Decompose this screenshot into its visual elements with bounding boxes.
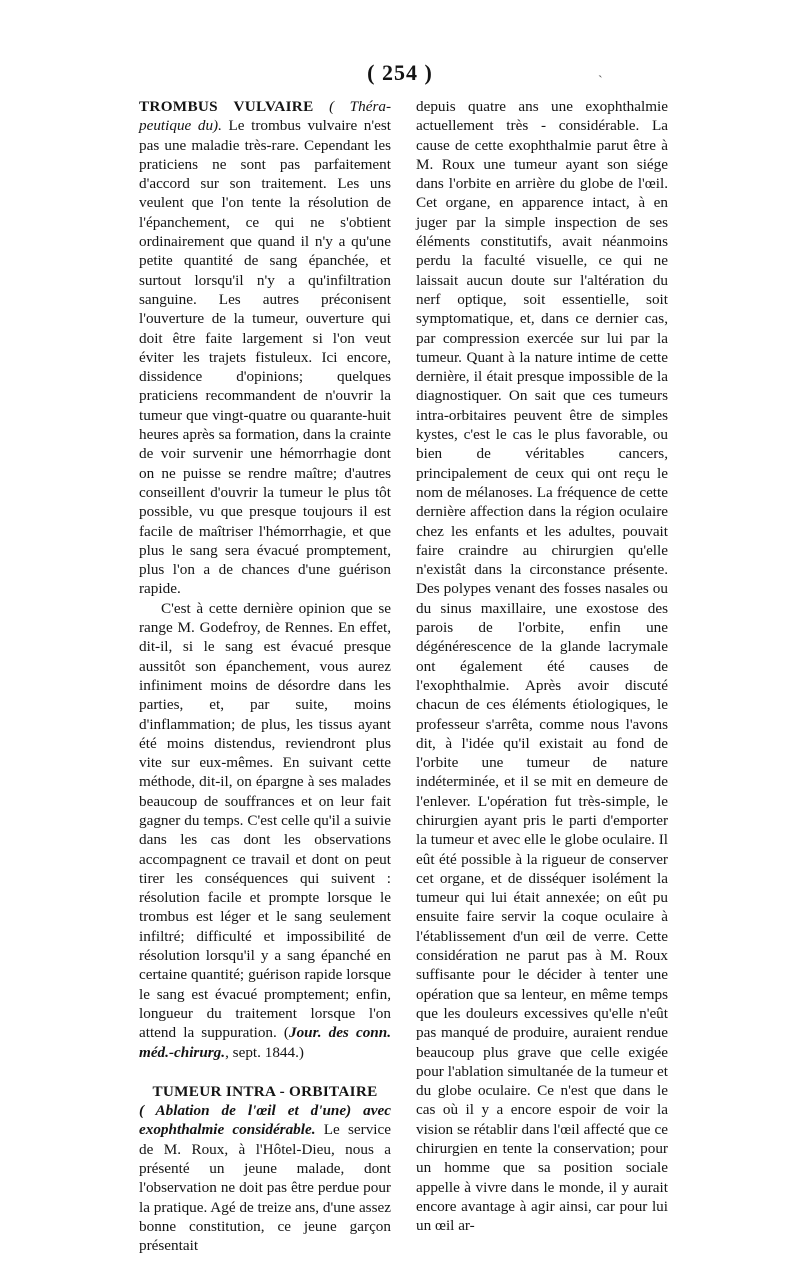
right-column-paragraph: depuis quatre ans une exophthalmie actuellement très - considérable. La cause de cette exophthalmie parut être à M. Roux une tumeur ayant son siége dans l'orbite en arrière du globe de l'œil. Cet organe, en apparence intact, à en juger par la simple inspection de ses éléments constitutifs, avait néanmoins perdu la faculté visuelle, ce qui ne laissait aucun doute sur l'altération du nerf optique, soit essentielle, soit symptomatique, et, dans ce dernier cas, par compression exercée sur lui par la tumeur. Quant à la nature intime de cette dernière, il était presque impossible de la diagnostiquer. On sait que ces tumeurs intra-orbitaires peuvent être de simples kystes, c'est le cas le plus favorable, ou bien de véritables cancers, principalement de ceux qui ont reçu le nom de mélanoses. La fréquence de cette dernière affection dans la région oculaire chez les enfants et les adultes, pouvait faire craindre au chirurgien qu'elle n'existât dans la circonstance présente. Des polypes venant des fosses nasales ou du sinus maxillaire, une exostose des parois de l'orbite, enfin une dégénérescence de la glande lacrymale ont également été causes de l'exophthalmie. Après avoir discuté chacun de ces éléments étiologiques, le professeur s'arrêta, comme nous l'avons dit, à l'idée qu'il existait au fond de l'orbite une tumeur de nature indéterminée, et il se mit en demeure de l'enlever. L'opération fut très-simple, le chirurgien ayant pris le parti d'emporter la tumeur et avec elle le globe oculaire. Il eût été possible à la rigueur de conserver cet organe, et de disséquer isolément la tumeur qui lui était annexée; on eût pu ensuite faire servir la coque oculaire à l'établissement d'un œil de verre. Cette considération ne parut pas à M. Roux suffisante pour le décider à tenter une opération que sa lenteur, en même temps que les douleurs excessives qu'elle n'eût pas manqué de produire, auraient rendue beaucoup plus grave que celle exigée pour l'ablation simultanée de la tumeur et du globe oculaire. Ce n'est que dans le cas où il y a encore espoir de voir la vision se rétablir dans l'œil affecté que ce chirurgien en tente la conservation; pour un homme que sa position sociale appelle à vivre dans le monde, il y aurait encore avantage à agir ainsi, car pour lui un œil ar- bbox=[416, 98, 668, 1235]
article-heading-trombus: TROMBUS VULVAIRE bbox=[139, 98, 314, 115]
article-heading-tumeur-line bbox=[139, 1082, 391, 1101]
citation-journal: Jour. des conn. méd.-chirurg. bbox=[139, 1024, 391, 1061]
citation-date: , sept. 1844.) bbox=[225, 1043, 304, 1061]
article-tumeur-paragraph-1 bbox=[139, 1101, 391, 1255]
article-body: Le trombus vulvaire n'est pas une maladie très-rare. Cependant les praticiens ne sont pas parfaitement d'accord sur son traitement. Les uns veulent que l'on tente la résolution de l'épanchement, ce qui ne s'obtient ordinairement que quand il n'y a qu'une petite quantité de sang épanchée, et surtout lorsqu'il n'y a qu'infiltration sanguine. Les autres préconisent l'ouverture de la tumeur, ouverture qui doit être faite largement si l'on veut éviter les trajets fistuleux. Ici encore, dissidence d'opinions; quelques praticiens recommandent de n'ouvrir la tumeur que vingt-quatre ou quarante-huit heures après sa formation, dans la crainte de voir survenir une hémorrhagie dont on ne puisse se rendre maître; d'autres conseillent d'ouvrir la tumeur le plus tôt possible, vu que presque toujours il est facile de maîtriser l'hémorrhagie, et que plus le sang sera évacué promptement, plus l'on a de chances d'une guérison rapide. bbox=[139, 117, 391, 598]
page-mark: ` bbox=[598, 74, 603, 89]
article-heading-tumeur: TUMEUR INTRA - ORBITAIRE bbox=[152, 1082, 378, 1100]
article-trombus-paragraph-2 bbox=[139, 599, 391, 1062]
article-body: C'est à cette dernière opinion que se range M. Godefroy, de Rennes. En effet, dit-il, si le sang est évacué presque aussitôt son épanchement, vous aurez infiniment moins de désordre dans les parties, et, par suite, moins d'inflammation; de plus, les tissus ayant été moins distendus, reviendront plus vite sur eux-mêmes. En suivant cette méthode, dit-il, on épargne à ses malades beaucoup de souffrances et on leur fait gagner du temps. C'est celle qu'il a suivie dans les cas dont les observations accompagnent ce travail et dont on peut tirer les conséquences qui suivent : résolution facile et prompte lorsque le trombus est léger et le sang seulement infiltré; difficulté et impossibilité de résolution lorsqu'il y a sang épanché en certaine quantité; guérison rapide lorsque le sang est évacué promptement; enfin, longueur du traitement lorsque l'on attend la suppuration. ( bbox=[139, 599, 391, 1042]
article-body: Le service de M. Roux, à l'Hôtel-Dieu, nous a présenté un jeune malade, dont l'observation ne doit pas être perdue pour la pratique. Agé de treize ans, d'une assez bonne constitution, ce jeune garçon présentait bbox=[139, 1121, 391, 1255]
page-number: ( 254 ) bbox=[367, 60, 433, 85]
right-column bbox=[416, 97, 668, 1236]
article-heading-paren: ( Théra-peutique du). bbox=[139, 98, 391, 135]
article-subheading: ( Ablation de l'œil et d'une) avec exophthalmie considérable. bbox=[139, 1102, 391, 1139]
article-trombus-paragraph-1 bbox=[139, 97, 391, 599]
left-column bbox=[139, 97, 391, 1256]
